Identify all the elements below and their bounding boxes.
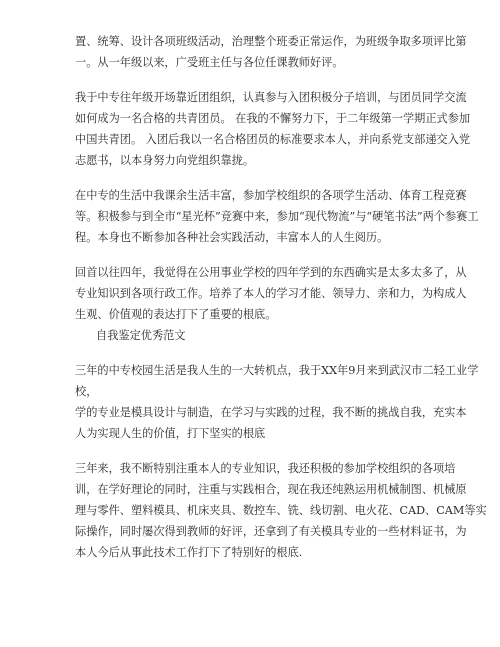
- text-line: 人为实现人生的价值，打下坚实的根底: [75, 427, 266, 440]
- text-line: 专业知识到各项行政工作。培养了本人的学习才能、领导力、亲和力，为构成人: [75, 287, 467, 300]
- text-line: 如何成为一名合格的共青团员。 在我的不懈努力下，于二年级第一学期正式参加: [75, 112, 471, 125]
- text-line: 际操作，同时屡次得到教师的好评，还拿到了有关模具专业的一些材料证书，为: [75, 525, 467, 538]
- text-line: 在中专的生活中我课余生活丰富，参加学校组织的各项学生活动、体育工程竞赛: [75, 189, 467, 202]
- text-line: 校，: [75, 385, 98, 398]
- text-line: 志愿书，以本身努力向党组织靠拢。: [75, 154, 255, 167]
- document-page: [75, 31, 487, 563]
- text-line: 理与零件、塑料模具、机床夹具、数控车、铣、线切割、电火花、CAD、CAM等实: [75, 504, 487, 517]
- text-line: 等。积极参与到全市“星光杯”竞赛中来，参加“现代物流”与“硬笔书法”两个参赛工: [75, 210, 479, 223]
- text-line: 学的专业是模具设计与制造，在学习与实践的过程，我不断的挑战自我，充实本: [75, 406, 467, 419]
- text-line: 中国共青团。 入团后我以一名合格团员的标准要求本人，并向系党支部递交入党: [75, 133, 471, 146]
- paragraph-youth-league: [75, 87, 471, 171]
- text-line: 三年来，我不断特别注重本人的专业知识，我还积极的参加学校组织的各项培: [75, 462, 456, 475]
- section-subtitle: 自我鉴定优秀范文: [96, 329, 186, 342]
- text-line: 本人今后从事此技术工作打下了特别好的根底.: [75, 546, 303, 559]
- text-line: 我于中专往年级开场靠近团组织，认真参与入团积极分子培训，与团员同学交流: [75, 91, 467, 104]
- text-line: 一。从一年级以来，广受班主任与各位任课教师好评。: [75, 56, 344, 69]
- text-line: 训，在学好理论的同时，注重与实践相合，现在我还纯熟运用机械制图、机械原: [75, 483, 467, 496]
- paragraph-extracurricular: [75, 185, 479, 248]
- text-line: 置、统筹、设计各项班级活动，治理整个班委正常运作，为班级争取多项评比第: [75, 35, 467, 48]
- paragraph-professional-skills: [75, 458, 487, 563]
- text-line: 生观、价值观的表达打下了重要的根底。: [75, 308, 277, 321]
- text-line: 回首以往四年，我觉得在公用事业学校的四年学到的东西确实是太多太多了，从: [75, 266, 467, 279]
- paragraph-school-life: [75, 360, 479, 444]
- paragraph-class-duties: [75, 31, 467, 73]
- text-line: 程。本身也不断参加各种社会实践活动，丰富本人的人生阅历。: [75, 231, 389, 244]
- paragraph-retrospective: [75, 262, 467, 325]
- text-line: 三年的中专校园生活是我人生的一大转机点，我于XX年9月来到武汉市二轻工业学: [75, 364, 479, 377]
